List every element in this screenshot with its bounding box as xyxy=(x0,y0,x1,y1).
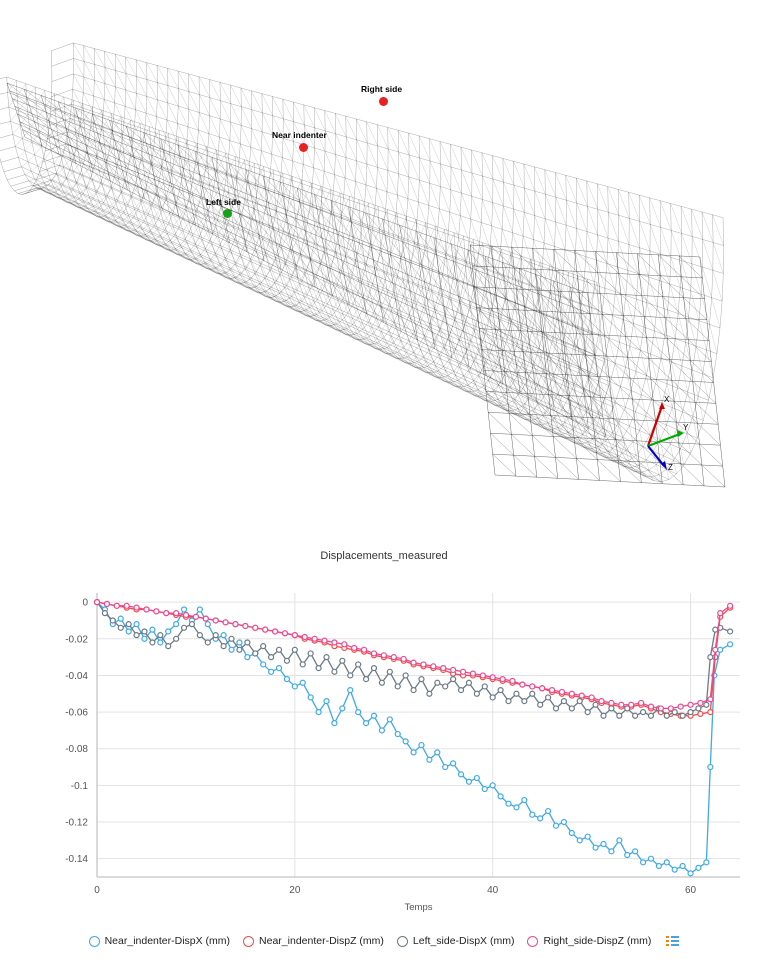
legend-item-1[interactable] xyxy=(243,935,384,947)
x-tick-label: 40 xyxy=(487,885,499,896)
series-point xyxy=(427,757,432,762)
series-point xyxy=(158,640,163,645)
legend-marker-icon xyxy=(527,936,538,947)
x-axis-title: Temps xyxy=(404,902,433,913)
axis-y-label: Y xyxy=(683,423,689,432)
legend-label: Near_indenter-DispZ (mm) xyxy=(259,935,384,947)
series-point xyxy=(126,622,131,627)
series-point xyxy=(672,867,677,872)
series-point xyxy=(569,691,574,696)
legend-label: Near_indenter-DispX (mm) xyxy=(104,935,231,947)
series-point xyxy=(688,710,693,715)
series-point xyxy=(229,636,234,641)
series-point xyxy=(154,609,159,614)
series-point xyxy=(284,658,289,663)
series-point xyxy=(629,702,634,707)
probe-label-right-side: Right side xyxy=(361,84,403,94)
chart-legend[interactable] xyxy=(0,935,768,947)
series-point xyxy=(340,658,345,663)
series-point xyxy=(332,669,337,674)
series-point xyxy=(589,695,594,700)
series-point xyxy=(490,695,495,700)
series-point xyxy=(708,765,713,770)
series-point xyxy=(110,618,115,623)
series-point xyxy=(696,706,701,711)
probe-point-near-indenter[interactable] xyxy=(299,143,308,152)
axis-x-label: X xyxy=(664,395,670,404)
series-point xyxy=(144,607,149,612)
series-point xyxy=(441,666,446,671)
series-point xyxy=(302,634,307,639)
series-point xyxy=(134,622,139,627)
series-point xyxy=(316,666,321,671)
series-point xyxy=(182,625,187,630)
series-point xyxy=(205,640,210,645)
series-point xyxy=(514,691,519,696)
series-point xyxy=(356,710,361,715)
series-point xyxy=(459,688,464,693)
series-point xyxy=(142,629,147,634)
chart-title: Displacements_measured xyxy=(320,550,448,562)
plot-area[interactable] xyxy=(0,575,768,920)
series-point xyxy=(490,783,495,788)
plot-svg xyxy=(0,575,768,920)
series-point xyxy=(530,684,535,689)
y-tick-label: -0.12 xyxy=(65,817,88,829)
series-point xyxy=(664,860,669,865)
series-point xyxy=(593,702,598,707)
series-point xyxy=(577,838,582,843)
legend-item-2[interactable] xyxy=(397,935,515,947)
series-point xyxy=(728,642,733,647)
series-point xyxy=(229,647,234,652)
series-point xyxy=(708,697,713,702)
series-point xyxy=(166,629,171,634)
series-point xyxy=(680,713,685,718)
legend-marker-icon xyxy=(397,936,408,947)
series-point xyxy=(688,702,693,707)
series-point xyxy=(322,638,327,643)
series-point xyxy=(308,695,313,700)
series-point xyxy=(609,700,614,705)
series-point xyxy=(277,666,282,671)
series-point xyxy=(708,710,713,715)
series-point xyxy=(561,820,566,825)
series-point xyxy=(474,776,479,781)
series-point xyxy=(498,794,503,799)
series-point xyxy=(619,702,624,707)
series-point xyxy=(522,798,527,803)
series-point xyxy=(277,647,282,652)
legend-item-3[interactable] xyxy=(527,935,651,947)
series-point xyxy=(164,611,169,616)
series-point xyxy=(561,699,566,704)
series-point xyxy=(269,655,274,660)
legend-marker-icon xyxy=(243,936,254,947)
series-point xyxy=(245,655,250,660)
series-point xyxy=(174,636,179,641)
series-point xyxy=(174,611,179,616)
series-point xyxy=(435,750,440,755)
y-tick-label: -0.02 xyxy=(65,634,88,646)
series-point xyxy=(498,688,503,693)
series-point xyxy=(237,640,242,645)
series-point xyxy=(609,706,614,711)
legend-options-icon[interactable] xyxy=(666,936,679,946)
series-point xyxy=(364,677,369,682)
series-point xyxy=(387,669,392,674)
series-point xyxy=(308,651,313,656)
series-point xyxy=(282,631,287,636)
series-point xyxy=(379,728,384,733)
series-point xyxy=(688,871,693,876)
series-point xyxy=(728,629,733,634)
series-point xyxy=(585,710,590,715)
series-line-0 xyxy=(97,602,730,873)
probe-point-right-side[interactable] xyxy=(379,97,388,106)
series-point xyxy=(189,622,194,627)
series-point xyxy=(184,612,189,617)
series-point xyxy=(678,704,683,709)
series-point xyxy=(500,677,505,682)
series-point xyxy=(253,651,258,656)
series-point xyxy=(411,688,416,693)
series-point xyxy=(546,695,551,700)
series-point xyxy=(599,699,604,704)
probe-label-near-indenter: Near indenter xyxy=(272,130,327,140)
series-point xyxy=(411,750,416,755)
series-point xyxy=(419,677,424,682)
series-point xyxy=(639,700,644,705)
series-point xyxy=(324,655,329,660)
series-point xyxy=(451,677,456,682)
series-point xyxy=(698,711,703,716)
series-point xyxy=(451,761,456,766)
x-tick-label: 60 xyxy=(684,885,697,896)
series-point xyxy=(174,622,179,627)
series-point xyxy=(221,633,226,638)
series-point xyxy=(371,666,376,671)
series-point xyxy=(443,765,448,770)
series-point xyxy=(540,686,545,691)
series-point xyxy=(698,700,703,705)
series-point xyxy=(696,865,701,870)
series-point xyxy=(421,662,426,667)
series-point xyxy=(601,713,606,718)
series-point xyxy=(403,673,408,678)
series-point xyxy=(470,671,475,676)
series-point xyxy=(142,636,147,641)
series-point xyxy=(114,603,119,608)
series-point xyxy=(633,849,638,854)
series-point xyxy=(718,647,723,652)
series-point xyxy=(381,653,386,658)
series-point xyxy=(292,647,297,652)
series-point xyxy=(362,647,367,652)
series-point xyxy=(395,684,400,689)
series-point xyxy=(95,600,100,605)
series-point xyxy=(704,860,709,865)
series-point xyxy=(664,713,669,718)
series-point xyxy=(332,640,337,645)
series-point xyxy=(443,684,448,689)
probe-point-left-side[interactable] xyxy=(223,209,232,218)
series-point xyxy=(569,706,574,711)
series-point xyxy=(593,845,598,850)
series-point xyxy=(546,809,551,814)
series-point xyxy=(269,669,274,674)
series-point xyxy=(474,691,479,696)
series-point xyxy=(233,622,238,627)
series-point xyxy=(641,710,646,715)
series-point xyxy=(102,611,107,616)
series-point xyxy=(300,680,305,685)
series-point xyxy=(371,713,376,718)
series-point xyxy=(461,669,466,674)
series-point xyxy=(648,856,653,861)
series-point xyxy=(609,849,614,854)
series-point xyxy=(668,706,673,711)
series-point xyxy=(728,603,733,608)
series-point xyxy=(245,640,250,645)
series-point xyxy=(223,620,228,625)
series-point xyxy=(166,644,171,649)
y-tick-label: -0.14 xyxy=(65,854,88,866)
series-point xyxy=(312,636,317,641)
series-point xyxy=(203,616,208,621)
series-point xyxy=(680,864,685,869)
probe-label-left-side: Left side xyxy=(206,197,241,207)
series-point xyxy=(530,812,535,817)
series-point xyxy=(273,629,278,634)
series-point xyxy=(435,680,440,685)
series-point xyxy=(550,688,555,693)
series-point xyxy=(617,838,622,843)
series-point xyxy=(150,627,155,632)
series-point xyxy=(237,647,242,652)
series-point xyxy=(379,680,384,685)
series-point xyxy=(451,667,456,672)
series-point xyxy=(126,629,131,634)
series-point xyxy=(391,655,396,660)
series-point xyxy=(324,699,329,704)
series-point xyxy=(118,616,123,621)
series-point xyxy=(490,675,495,680)
series-point xyxy=(411,660,416,665)
chart-panel xyxy=(0,520,768,970)
x-tick-label: 0 xyxy=(94,885,100,896)
series-point xyxy=(601,842,606,847)
series-point xyxy=(522,699,527,704)
series-point xyxy=(253,625,258,630)
series-point xyxy=(482,684,487,689)
y-tick-label: 0 xyxy=(82,597,88,609)
series-point xyxy=(261,662,266,667)
series-point xyxy=(713,627,718,632)
series-point xyxy=(459,772,464,777)
series-point xyxy=(401,656,406,661)
series-point xyxy=(205,622,210,627)
legend-item-0[interactable] xyxy=(89,935,230,947)
series-point xyxy=(538,702,543,707)
series-point xyxy=(118,625,123,630)
series-point xyxy=(617,713,622,718)
series-point xyxy=(134,605,139,610)
series-point xyxy=(559,689,564,694)
series-point xyxy=(625,853,630,858)
series-point xyxy=(182,607,187,612)
series-point xyxy=(579,693,584,698)
series-point xyxy=(292,684,297,689)
series-point xyxy=(718,611,723,616)
y-tick-label: -0.1 xyxy=(70,780,88,792)
series-point xyxy=(332,721,337,726)
series-point xyxy=(348,688,353,693)
series-point xyxy=(348,673,353,678)
series-point xyxy=(364,721,369,726)
series-point xyxy=(213,633,218,638)
series-point xyxy=(263,627,268,632)
series-point xyxy=(104,601,109,606)
series-point xyxy=(554,823,559,828)
series-point xyxy=(134,633,139,638)
x-tick-label: 20 xyxy=(289,885,301,896)
series-point xyxy=(641,860,646,865)
series-point xyxy=(431,664,436,669)
series-point xyxy=(243,623,248,628)
series-point xyxy=(158,633,163,638)
series-point xyxy=(510,678,515,683)
series-point xyxy=(713,647,718,652)
series-point xyxy=(261,644,266,649)
series-point xyxy=(300,662,305,667)
series-point xyxy=(704,702,709,707)
series-point xyxy=(427,691,432,696)
series-point xyxy=(197,633,202,638)
series-point xyxy=(554,706,559,711)
series-point xyxy=(482,787,487,792)
series-point xyxy=(221,644,226,649)
y-tick-label: -0.04 xyxy=(65,670,88,682)
series-point xyxy=(530,691,535,696)
axis-triad-icon xyxy=(626,394,690,472)
series-point xyxy=(520,682,525,687)
legend-label: Right_side-DispZ (mm) xyxy=(543,935,652,947)
legend-marker-icon xyxy=(89,936,100,947)
series-point xyxy=(506,801,511,806)
series-point xyxy=(342,642,347,647)
series-point xyxy=(506,699,511,704)
series-point xyxy=(466,779,471,784)
legend-label: Left_side-DispX (mm) xyxy=(412,935,515,947)
series-point xyxy=(538,816,543,821)
series-point xyxy=(124,603,129,608)
series-point xyxy=(569,831,574,836)
series-point xyxy=(284,677,289,682)
axis-z-label: Z xyxy=(668,463,673,472)
series-point xyxy=(197,607,202,612)
series-point xyxy=(193,614,198,619)
series-point xyxy=(395,732,400,737)
series-point xyxy=(466,680,471,685)
series-point xyxy=(658,706,663,711)
series-point xyxy=(577,699,582,704)
series-point xyxy=(648,704,653,709)
series-point xyxy=(419,743,424,748)
series-point xyxy=(514,805,519,810)
series-point xyxy=(633,713,638,718)
series-point xyxy=(316,710,321,715)
series-point xyxy=(648,713,653,718)
series-point xyxy=(371,651,376,656)
series-point xyxy=(340,706,345,711)
y-tick-label: -0.08 xyxy=(65,744,88,756)
series-point xyxy=(150,640,155,645)
series-point xyxy=(403,739,408,744)
series-point xyxy=(656,864,661,869)
series-point xyxy=(292,633,297,638)
series-point xyxy=(356,662,361,667)
series-point xyxy=(585,834,590,839)
series-point xyxy=(708,655,713,660)
series-point xyxy=(387,717,392,722)
series-point xyxy=(213,618,218,623)
y-tick-label: -0.06 xyxy=(65,707,88,719)
series-point xyxy=(352,645,357,650)
series-point xyxy=(480,673,485,678)
